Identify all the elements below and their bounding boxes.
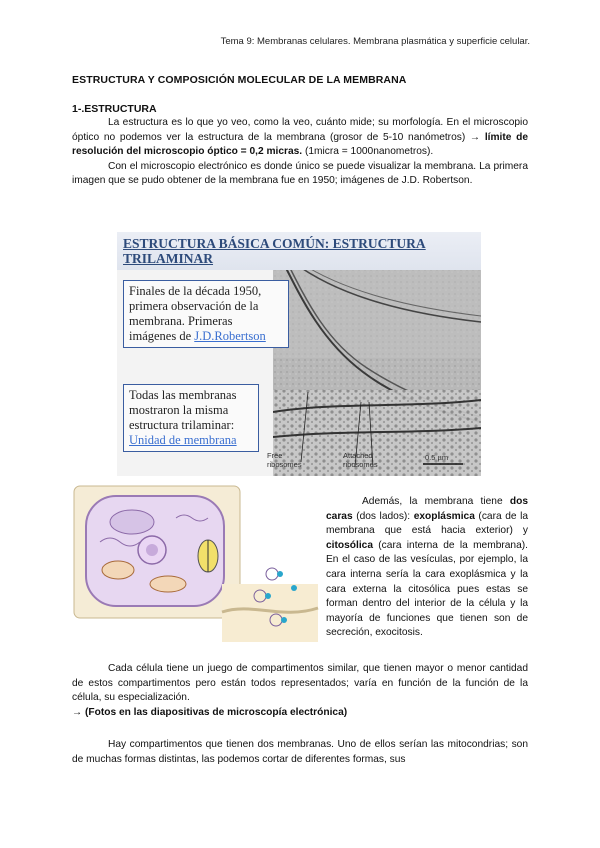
electron-micrograph: [273, 262, 481, 476]
robertson-caption-box: [123, 280, 289, 348]
box2-line-1: Todas las membranas: [129, 388, 237, 402]
paragraph-compartments-text: Cada célula tiene un juego de compartimentos similar, que tienen mayor o menor cantidad de estos compartimentos pero están todos representados; varía en función de la función de la célula, su especialización.: [72, 663, 528, 704]
box2-line-2: mostraron la misma: [129, 403, 229, 417]
box1-line-1: Finales de la década 1950,: [129, 284, 262, 298]
paragraph-double-membrane: [72, 738, 528, 767]
micrograph-image: [273, 262, 481, 476]
p1-text-b: (1micra = 1000nanometros).: [302, 146, 434, 158]
p1-bold-resolution: límite de resolución del microscopio óptico = 0,2 micras.: [72, 131, 528, 158]
box2-line-3: estructura trilaminar:: [129, 418, 235, 432]
bold-dos-caras: dos caras: [326, 496, 528, 522]
banner-line-1: ESTRUCTURA BÁSICA COMÚN: ESTRUCTURA: [123, 236, 426, 251]
bold-citosolica: citosólica: [326, 539, 373, 551]
label-free-ribosomes: Free ribosomes: [267, 451, 302, 469]
side-text-e: (cara interna de la membrana). En el caso de las vesículas, por ejemplo, la cara interna sería la cara exoplásmica y la cara externa la citosólica pues estas se forman dentro del interior de la célula y la mayoría de funciones que tienen son de secreción, exocitosis.: [326, 539, 528, 639]
unit-membrane-caption-box: [123, 384, 259, 452]
side-text-a: Además, la membrana tiene: [362, 496, 510, 507]
cell-diagram-image: [72, 484, 322, 644]
section-heading: 1-.ESTRUCTURA: [72, 103, 157, 115]
page-header: Tema 9: Membranas celulares. Membrana plasmática y superficie celular.: [220, 36, 530, 47]
document-title: ESTRUCTURA Y COMPOSICIÓN MOLECULAR DE LA MEMBRANA: [72, 74, 407, 86]
arrow-glyph: →: [469, 131, 485, 143]
side-text-c: (dos lados):: [352, 510, 414, 522]
box1-line-2: primera observación de la: [129, 299, 259, 313]
p1-text-a: La estructura es lo que yo veo, como la veo, cuánto mide; su morfología. En el microscopio óptico no podemos ver la estructura de la membrana (grosor de 5-10 nanómetros): [72, 117, 528, 143]
unit-membrane-link: Unidad de membrana: [129, 433, 237, 447]
figure-banner-title: [123, 236, 426, 266]
label-attached-ribosomes: Attached ribosomes: [343, 451, 378, 469]
paragraph-compartments: [72, 662, 528, 720]
robertson-link: J.D.Robertson: [194, 329, 266, 343]
figure-cell-compartments: [72, 484, 322, 644]
box1-line-4a: imágenes de: [129, 329, 195, 343]
bold-exoplasmica: exoplásmica: [413, 510, 475, 522]
box1-line-3: membrana. Primeras: [129, 314, 233, 328]
banner-line-2: TRILAMINAR: [123, 251, 214, 266]
paragraph-electron-microscope: Con el microscopio electrónico es donde único se puede visualizar la membrana. La primera imagen que se pudo obtener de la membrana fue en 1950; imágenes de J.D. Robertson.: [72, 160, 528, 187]
paragraph-double-membrane-text: Hay compartimentos que tienen dos membranas. Uno de ellos serían las mitocondrias; son de muchas formas distintas, las podemos cortar de diferentes formas, sus: [72, 739, 528, 765]
side-text-d: (cara de la membrana que está hacia exterior) y: [326, 510, 529, 537]
note-photos: → (Fotos en las diapositivas de microscopía electrónica): [72, 706, 348, 718]
label-scale-bar: 0.5 µm: [425, 453, 449, 462]
paragraph-two-faces: [326, 495, 528, 641]
paragraph-structure: [72, 116, 528, 189]
figure-trilaminar-structure: [117, 232, 481, 476]
